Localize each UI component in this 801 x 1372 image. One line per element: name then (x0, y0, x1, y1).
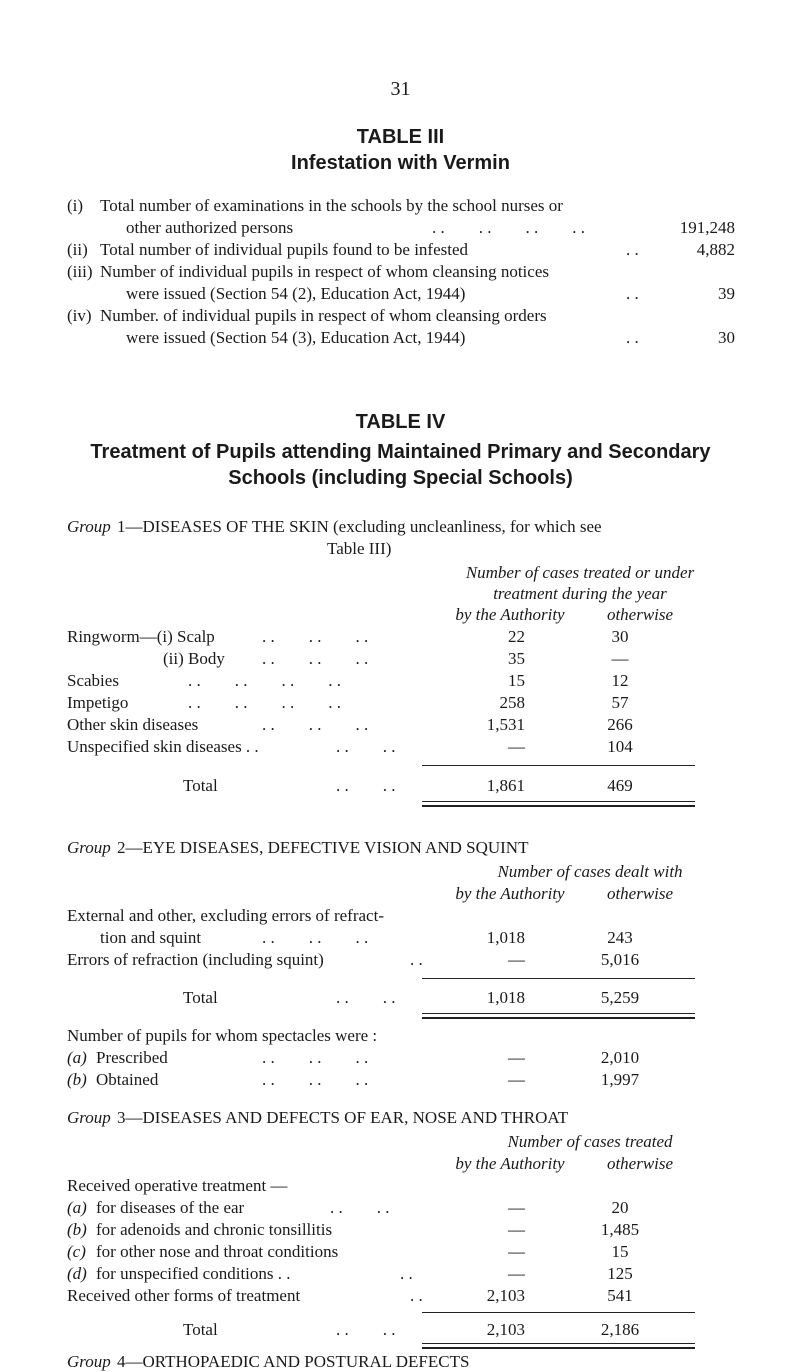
leader-dots: . . . . . . . . (432, 218, 585, 237)
column-heading: treatment during the year (493, 584, 667, 603)
group4-heading: 4—ORTHOPAEDIC AND POSTURAL DEFECTS (117, 1352, 470, 1371)
value-otherwise: 30 (611, 627, 629, 646)
spectacles-heading: Number of pupils for whom spectacles were : (67, 1026, 378, 1045)
total-otherwise: 5,259 (600, 988, 640, 1007)
value-authority: — (508, 1198, 525, 1217)
value-authority: — (508, 950, 525, 969)
leader-dots: . . . . . . (262, 627, 369, 646)
group1-heading: 1—DISEASES OF THE SKIN (excluding uncleanliness, for which see (117, 517, 602, 536)
value-authority: — (508, 1048, 525, 1067)
value-otherwise: 20 (611, 1198, 629, 1217)
table3-row-num: (iii) (67, 262, 93, 281)
value-otherwise: 541 (607, 1286, 633, 1305)
leader-dots: . . . . . . . . (188, 671, 341, 690)
table3-row-value: 39 (718, 284, 735, 303)
row-label: Obtained (96, 1070, 159, 1089)
value-otherwise: 15 (611, 1242, 629, 1261)
leader-dots: . . (410, 950, 423, 969)
value-otherwise: 1,997 (600, 1070, 640, 1089)
row-letter: (a) (67, 1048, 87, 1067)
value-otherwise: 12 (611, 671, 629, 690)
table3-row-text: Number. of individual pupils in respect of whom cleansing orders (100, 306, 547, 325)
leader-dots: . . . . . . . . (188, 693, 341, 712)
column-heading: by the Authority (455, 605, 565, 624)
value-otherwise: 57 (611, 693, 629, 712)
table3-row-text: Total number of individual pupils found to be infested (100, 240, 469, 259)
row-label: tion and squint (100, 928, 202, 947)
divider (422, 978, 695, 979)
group-label: Group (67, 838, 111, 857)
group1-heading: Table III) (327, 539, 392, 558)
divider (422, 1343, 695, 1349)
leader-dots: . . (400, 1264, 413, 1283)
row-letter: (a) (67, 1198, 87, 1217)
row-label: Errors of refraction (including squint) (67, 950, 324, 969)
group-label: Group (67, 1352, 111, 1371)
value-authority: 258 (499, 693, 525, 712)
column-heading: by the Authority (455, 1154, 565, 1173)
group2-heading: 2—EYE DISEASES, DEFECTIVE VISION AND SQUINT (117, 838, 529, 857)
column-heading: Number of cases treated or under (465, 563, 695, 582)
column-heading: Number of cases treated (507, 1132, 673, 1151)
row-label: (ii) Body (163, 649, 225, 668)
value-authority: 22 (508, 627, 525, 646)
table3-title: TABLE III (356, 126, 445, 148)
value-authority: — (508, 1220, 525, 1239)
row-label: for unspecified conditions . . (96, 1264, 291, 1283)
row-label: for other nose and throat conditions (96, 1242, 339, 1261)
value-authority: — (508, 1264, 525, 1283)
row-label: Impetigo (67, 693, 129, 712)
value-authority: 15 (508, 671, 525, 690)
group-label: Group (67, 1108, 111, 1127)
value-authority: — (508, 1070, 525, 1089)
leader-dots: . . . . . . (262, 649, 369, 668)
row-label: for diseases of the ear (96, 1198, 245, 1217)
leader-dots: . . . . (336, 737, 396, 756)
total-authority: 1,861 (486, 776, 525, 795)
leader-dots: . . . . (336, 988, 396, 1007)
table3-row-value: 30 (718, 328, 735, 347)
table3-row-text: Total number of examinations in the schools by the school nurses or (100, 196, 563, 215)
table4-subtitle: Schools (including Special Schools) (228, 467, 573, 489)
value-otherwise: — (611, 649, 629, 668)
leader-dots: . . . . (336, 776, 396, 795)
leader-dots: . . . . . . (262, 1048, 369, 1067)
leader-dots: . . (410, 1286, 423, 1305)
table3-row-text: were issued (Section 54 (3), Education Act, 1944) (126, 328, 466, 347)
leader-dots: . . (626, 284, 639, 303)
divider (422, 801, 695, 807)
total-label: Total (183, 1320, 218, 1339)
table3-row-text: were issued (Section 54 (2), Education Act, 1944) (126, 284, 466, 303)
table3-row-text: Number of individual pupils in respect of whom cleansing notices (100, 262, 549, 281)
value-authority: 1,531 (486, 715, 525, 734)
row-label: Ringworm—(i) Scalp (67, 627, 215, 646)
column-heading: Number of cases dealt with (497, 862, 683, 881)
row-letter: (d) (67, 1264, 87, 1283)
page-number: 31 (390, 78, 411, 100)
leader-dots: . . . . . . (262, 1070, 369, 1089)
row-letter: (b) (67, 1070, 87, 1089)
row-label: Other skin diseases (67, 715, 199, 734)
leader-dots: . . (626, 240, 639, 259)
table3-row-num: (iv) (67, 306, 92, 325)
column-heading: by the Authority (455, 884, 565, 903)
value-authority: — (508, 737, 525, 756)
table3-row-value: 191,248 (679, 218, 735, 237)
divider (422, 1312, 695, 1313)
column-heading: otherwise (606, 884, 674, 903)
row-letter: (b) (67, 1220, 87, 1239)
value-authority: — (508, 1242, 525, 1261)
total-label: Total (183, 988, 218, 1007)
total-authority: 2,103 (486, 1320, 525, 1339)
table3-subtitle: Infestation with Vermin (291, 152, 510, 174)
value-otherwise: 266 (607, 715, 633, 734)
row-label: for adenoids and chronic tonsillitis (96, 1220, 333, 1239)
leader-dots: . . . . . . (262, 928, 369, 947)
value-authority: 1,018 (486, 928, 525, 947)
group3-heading: 3—DISEASES AND DEFECTS OF EAR, NOSE AND THROAT (117, 1108, 569, 1127)
leader-dots: . . . . (336, 1320, 396, 1339)
row-label: External and other, excluding errors of refract- (67, 906, 384, 925)
value-authority: 35 (508, 649, 525, 668)
row-letter: (c) (67, 1242, 86, 1261)
value-otherwise: 1,485 (600, 1220, 640, 1239)
value-otherwise: 104 (607, 737, 633, 756)
leader-dots: . . . . (330, 1198, 390, 1217)
value-otherwise: 243 (607, 928, 633, 947)
group-label: Group (67, 517, 111, 536)
row-label: Unspecified skin diseases . . (67, 737, 259, 756)
value-otherwise: 2,010 (600, 1048, 640, 1067)
column-heading: otherwise (606, 1154, 674, 1173)
row-label: Received other forms of treatment (67, 1286, 301, 1305)
total-authority: 1,018 (486, 988, 525, 1007)
total-label: Total (183, 776, 218, 795)
total-otherwise: 469 (607, 776, 633, 795)
leader-dots: . . (626, 328, 639, 347)
row-label: Scabies (67, 671, 119, 690)
table3-row-num: (ii) (67, 240, 88, 259)
table3-row-value: 4,882 (696, 240, 735, 259)
table3-row-text: other authorized persons (126, 218, 294, 237)
table3-row-num: (i) (67, 196, 84, 215)
leader-dots: . . . . . . (262, 715, 369, 734)
value-otherwise: 125 (607, 1264, 633, 1283)
table4-subtitle: Treatment of Pupils attending Maintained Primary and Secondary (90, 441, 711, 463)
divider (422, 765, 695, 766)
table4-title: TABLE IV (355, 411, 446, 433)
total-otherwise: 2,186 (600, 1320, 640, 1339)
value-otherwise: 5,016 (600, 950, 640, 969)
value-authority: 2,103 (486, 1286, 525, 1305)
row-label: Prescribed (96, 1048, 168, 1067)
divider (422, 1013, 695, 1019)
received-operative-heading: Received operative treatment — (67, 1176, 288, 1195)
column-heading: otherwise (606, 605, 674, 624)
